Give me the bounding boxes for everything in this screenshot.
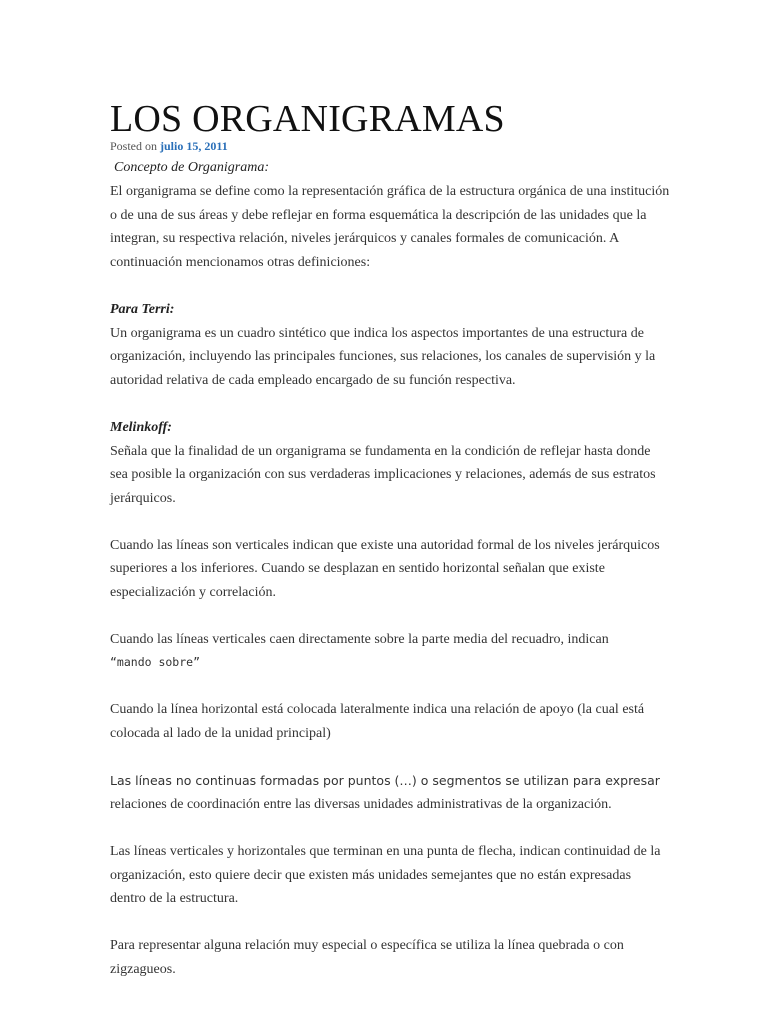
- post-date-link[interactable]: julio 15, 2011: [160, 139, 228, 153]
- posted-prefix: Posted on: [110, 139, 161, 153]
- mando-quote: “mando sobre”: [110, 655, 201, 669]
- apoyo-paragraph: Cuando la línea horizontal está colocada lateralmente indica una relación de apoyo (la cual está colocada al lado de la unidad principal): [110, 702, 645, 741]
- melinkoff-heading: Melinkoff:: [110, 419, 172, 435]
- zigzag-paragraph: Para representar alguna relación muy especial o específica se utiliza la línea quebrada o con zigzagueos.: [110, 938, 624, 977]
- melinkoff-paragraph: Señala que la finalidad de un organigrama se fundamenta en la condición de reflejar hasta donde sea posible la organización con sus verdaderas implicaciones y relaciones, además de sus estratos jerárquicos.: [110, 443, 656, 506]
- terri-heading: Para Terri:: [110, 301, 175, 317]
- mando-paragraph-text: Cuando las líneas verticales caen directamente sobre la parte media del recuadro, indican: [110, 631, 609, 647]
- article-title: LOS ORGANIGRAMAS: [110, 98, 505, 140]
- terri-paragraph: Un organigrama es un cuadro sintético que indica los aspectos importantes de una estructura de organización, incluyendo las principales funciones, sus relaciones, los canales de supervisión y la autoridad relativa de cada empleado encargado de su función respectiva.: [110, 325, 656, 388]
- mando-paragraph: [110, 628, 670, 675]
- flecha-paragraph: Las líneas verticales y horizontales que terminan en una punta de flecha, indican continuidad de la organización, esto quiere decir que existen más unidades semejantes que no están expresadas dentro de la estructura.: [110, 844, 661, 906]
- vertical-lines-paragraph: Cuando las líneas son verticales indican que existe una autoridad formal de los niveles jerárquicos superiores a los inferiores. Cuando se desplazan en sentido horizontal señalan que existe especialización y correlación.: [110, 537, 660, 600]
- puntos-paragraph: [110, 769, 670, 817]
- puntos-line-2: relaciones de coordinación entre las diversas unidades administrativas de la organización.: [110, 797, 612, 812]
- concept-heading: Concepto de Organigrama:: [114, 160, 270, 175]
- article: [110, 96, 670, 981]
- concept-paragraph: El organigrama se define como la representación gráfica de la estructura orgánica de una institución o de una de sus áreas y debe reflejar en forma esquemática la descripción de las unidades que la integran, su respectiva relación, niveles jerárquicos y canales formales de comunicación. A continuación mencionamos otras definiciones:: [110, 184, 670, 270]
- puntos-line-1: Las líneas no continuas formadas por puntos (…) o segmentos se utilizan para expresar: [110, 772, 660, 788]
